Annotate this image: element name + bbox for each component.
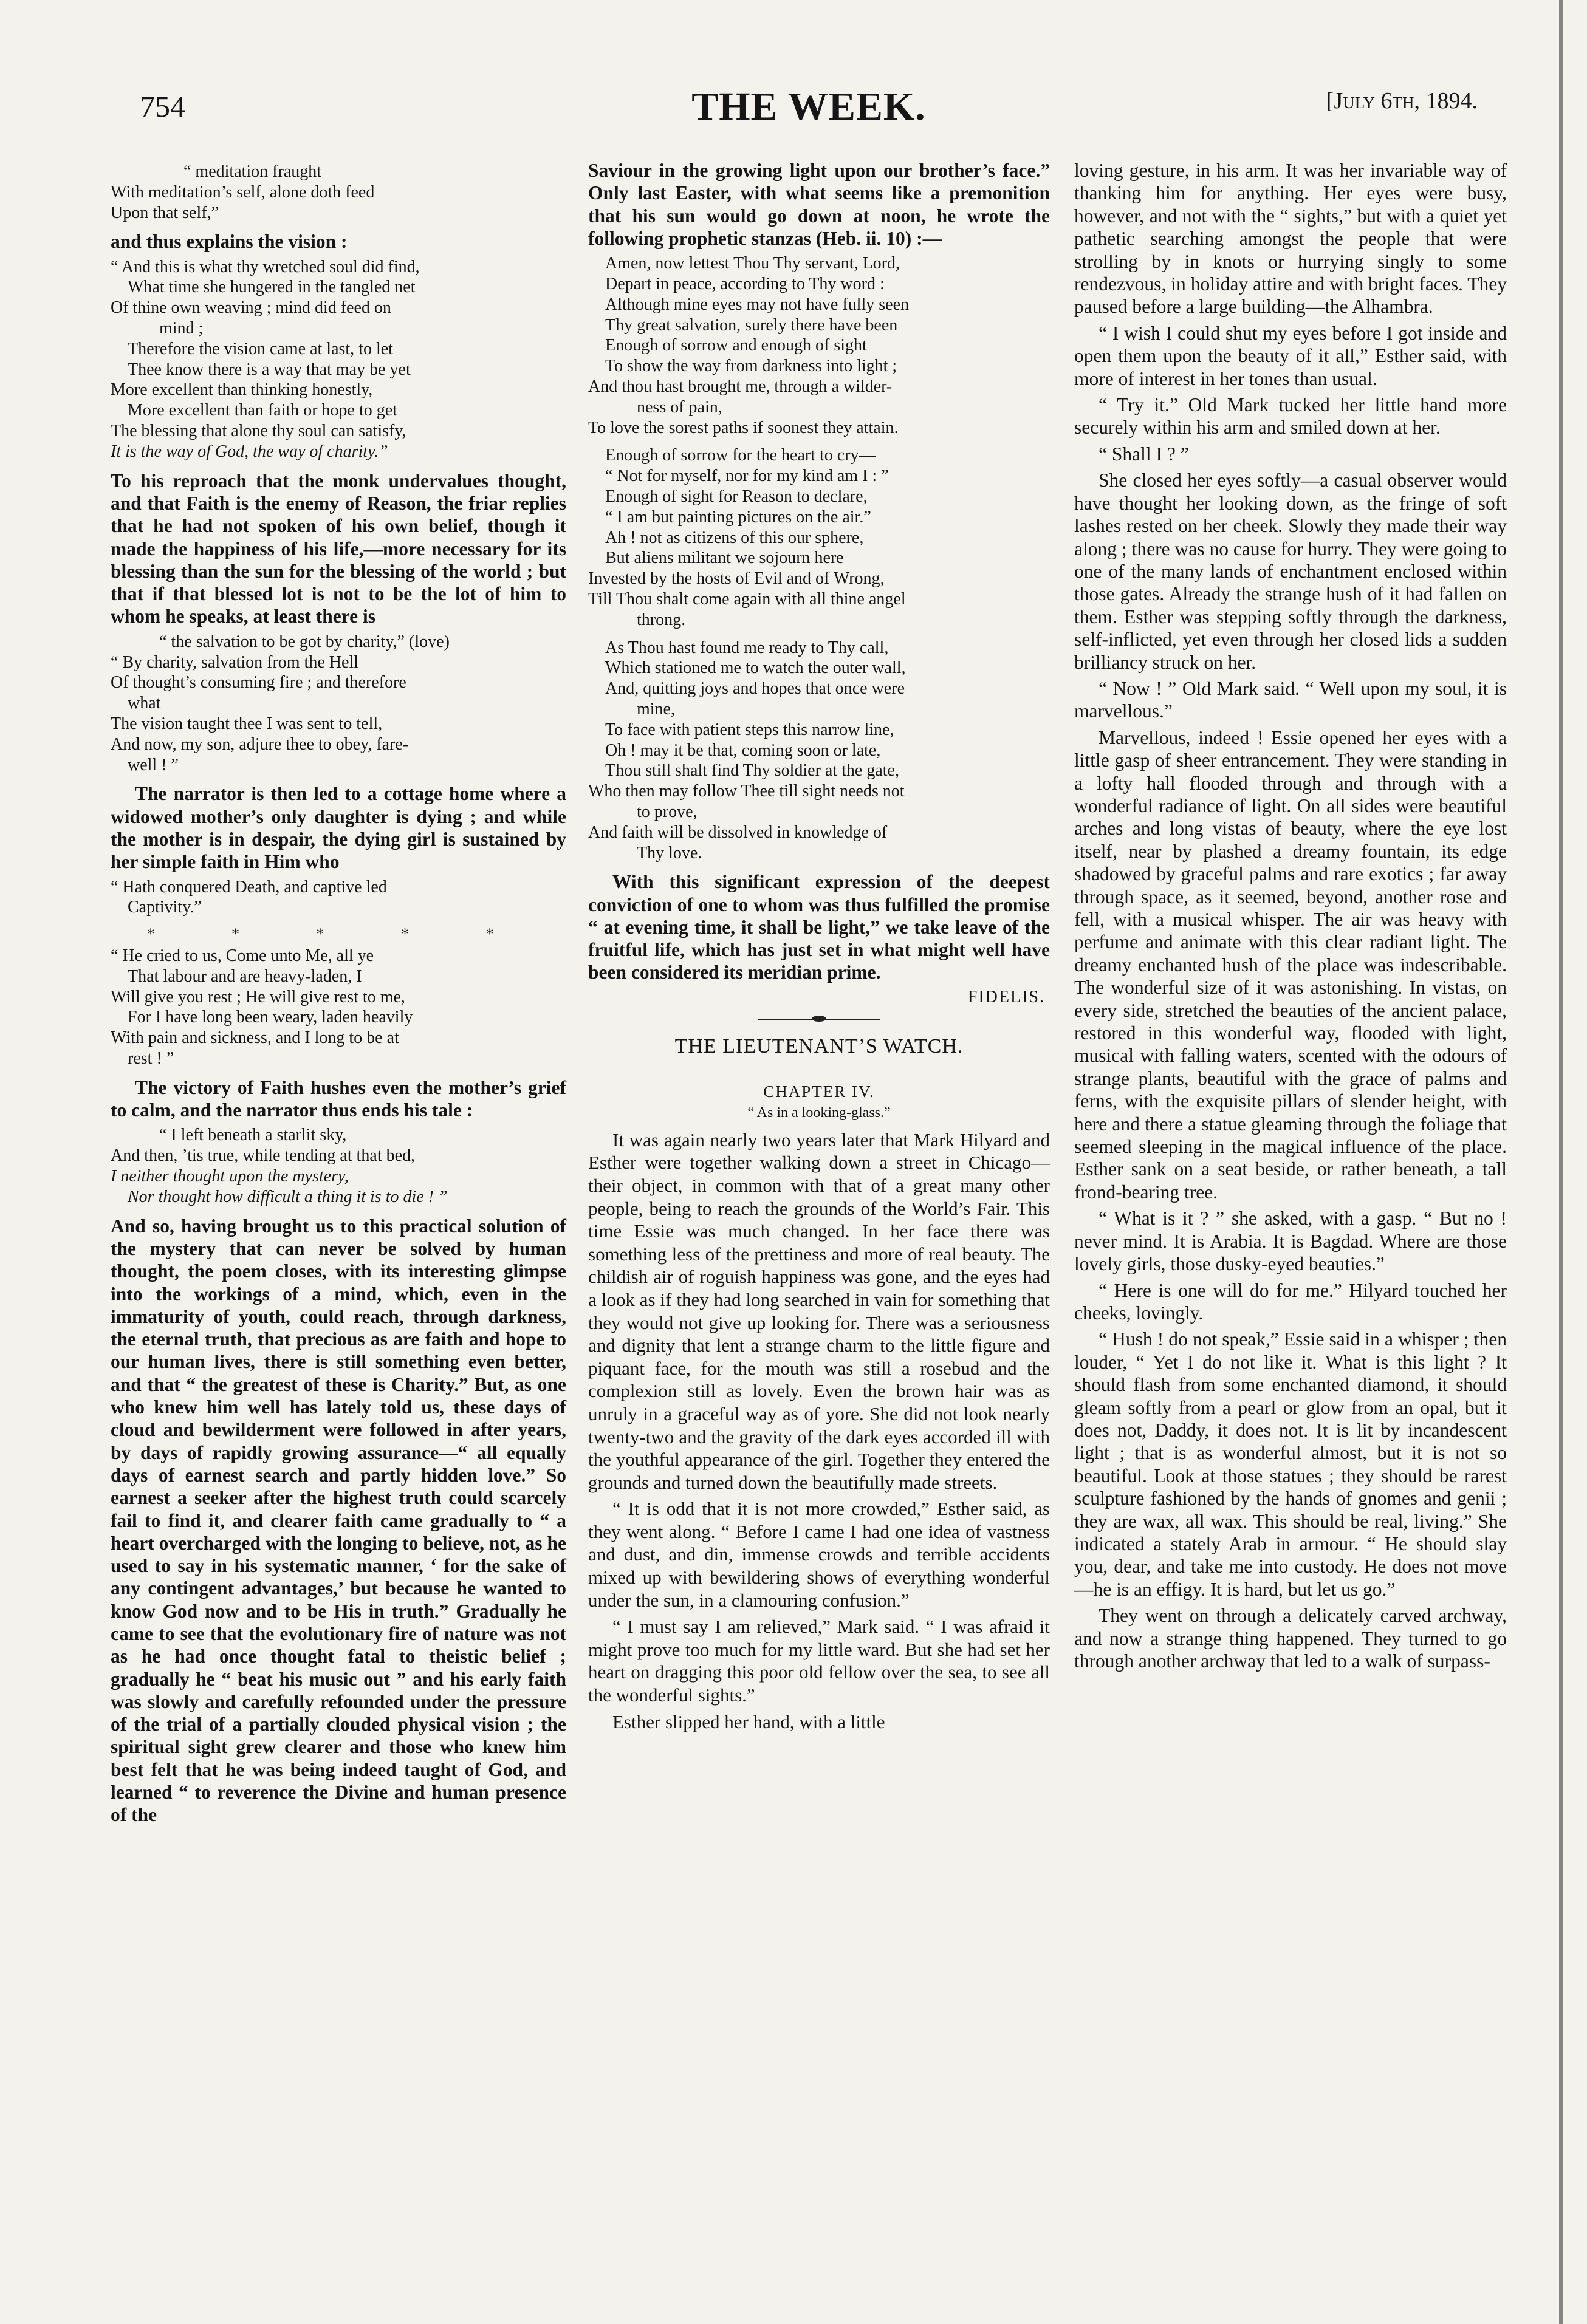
poem-line: mind ; bbox=[159, 319, 204, 338]
poem-line: Nor thought how difficult a thing it is to die ! ” bbox=[128, 1187, 448, 1206]
poem-line: ness of pain, bbox=[637, 397, 722, 417]
poem-stanza bbox=[111, 877, 566, 918]
poem-line: “ Not for myself, nor for my kind am I : ” bbox=[605, 467, 889, 486]
poem-stanza bbox=[111, 946, 566, 1069]
story-title: THE LIEUTENANT’S WATCH. bbox=[674, 1034, 964, 1058]
poem-line: what bbox=[128, 694, 161, 713]
poem-line: “ I left beneath a starlit sky, bbox=[159, 1126, 347, 1145]
poem-line: “ the salvation to be got by charity,” (love) bbox=[159, 632, 450, 651]
page-edge bbox=[1559, 0, 1563, 2324]
poem-line: Thou still shalt find Thy soldier at the gate, bbox=[605, 761, 899, 781]
poem-line: And now, my son, adjure thee to obey, fare- bbox=[111, 734, 409, 754]
poem-line: Enough of sight for Reason to declare, bbox=[605, 487, 868, 506]
page-number: 754 bbox=[140, 89, 185, 123]
poem-line: What time she hungered in the tangled net bbox=[128, 278, 416, 297]
poem-line: well ! ” bbox=[128, 755, 179, 774]
poem-line: “ And this is what thy wretched soul did find, bbox=[111, 257, 420, 276]
poem-line: Therefore the vision came at last, to let bbox=[128, 339, 393, 358]
poem-line: Till Thou shalt come again with all thine angel bbox=[588, 589, 906, 609]
poem-line: With meditation’s self, alone doth feed bbox=[111, 182, 375, 202]
poem-line: “ Hath conquered Death, and captive led bbox=[111, 877, 387, 897]
poem-line: The vision taught thee I was sent to tell, bbox=[111, 714, 383, 733]
masthead-title: THE WEEK. bbox=[691, 84, 926, 129]
page-header bbox=[140, 84, 1478, 138]
poem-line: “ I am but painting pictures on the air.” bbox=[605, 507, 871, 527]
poem-line: It is the way of God, the way of charity.” bbox=[111, 442, 388, 461]
poem-line: Upon that self,” bbox=[111, 203, 219, 222]
paragraph: And so, having brought us to this practical solution of the mystery that can never be solved by human thought, the poem closes, with its interesting glimpse into the workings of a mind, which, even in the immaturity of youth, could reach, through darkness, the eternal truth, that precious as are faith and hope to our human lives, there is still something even better, and that “ the greatest of these is Charity.” But, as one who knew him well has lately told us, these days of cloud and bewilderment were followed in after years, by days of rapidly growing assurance—“ all equally days of earnest search and partly hidden love.” So earnest a seeker after the highest truth could scarcely fail to find it, and clearer faith came gradually to “ a heart overcharged with the longing to believe, not, as he used to say in his systematic manner, ‘ for the sake of any contingent advantages,’ but because he wanted to know God now and to be His in truth.” Gradually he came to see that the evolutionary fire of nature was not as he had once thought fatal to theistic belief ; gradually he “ beat his music out ” and his early faith was slowly and carefully refounded under the pressure of the trial of a partially clouded physical vision ; the spiritual sight grew clearer and those who knew him best felt that he was being indeed taught of God, and learned “ to reverence the Divine and human presence of the bbox=[111, 1215, 566, 1826]
poem-line: Although mine eyes may not have fully seen bbox=[605, 295, 909, 314]
poem-line: Of thought’s consuming fire ; and therefore bbox=[111, 673, 406, 692]
poem-line: throng. bbox=[637, 610, 686, 629]
paragraph: The victory of Faith hushes even the mother’s grief to calm, and the narrator thus ends his tale : bbox=[111, 1076, 566, 1121]
paragraph: and thus explains the vision : bbox=[111, 231, 348, 253]
paragraph: To his reproach that the monk undervalues thought, and that Faith is the enemy of Reason, the friar replies that he had not spoken of his own belief, though it made the happiness of his life,—more necessary for its blessing than the sun for the blessing of the world ; but that if that blessed lot is not to be the lot of him to whom he speaks, at least there is bbox=[111, 470, 566, 627]
paragraph: “ Now ! ” Old Mark said. “ Well upon my soul, it is marvellous.” bbox=[1074, 677, 1507, 722]
poem-line: The blessing that alone thy soul can satisfy, bbox=[111, 422, 406, 441]
paragraph: It was again nearly two years later that Mark Hilyard and Esther were together walking down a street in Chicago—their object, in common with that of a great many other people, being to reach the grounds of the World’s Fair. This time Essie was much changed. In her face there was something less of the prettiness and more of real beauty. The childish air of roguish happiness was gone, and the eyes had a look as if they had long searched in vain for something that they would not give up looking for. There was a seriousness and dignity that lent a strange charm to the little figure and piquant face, for the mouth was still a rosebud and the complexion still as lovely. Even the brown hair was as unruly in a graceful way as of yore. She did not look nearly twenty-two and the gravity of the dark eyes accorded ill with the youthful appearance of the girl. Together they entered the grounds and turned down the beautifully made streets. bbox=[588, 1129, 1050, 1493]
poem-line: More excellent than thinking honestly, bbox=[111, 380, 373, 400]
poem-line: Captivity.” bbox=[128, 898, 202, 917]
poem-stanza bbox=[588, 253, 1050, 438]
poem-line: And thou hast brought me, through a wilder- bbox=[588, 377, 893, 396]
poem-stanza bbox=[111, 1125, 566, 1207]
poem-line: “ By charity, salvation from the Hell bbox=[111, 652, 358, 672]
poem-line: Will give you rest ; He will give rest to me, bbox=[111, 987, 405, 1006]
column-3 bbox=[1074, 159, 1507, 1676]
section-divider bbox=[758, 1018, 880, 1020]
poem-line: “ meditation fraught bbox=[183, 162, 322, 181]
poem-line: More excellent than faith or hope to get bbox=[128, 401, 397, 420]
poem-line: With pain and sickness, and I long to be at bbox=[111, 1028, 399, 1048]
paragraph: “ I wish I could shut my eyes before I got inside and open them upon the beauty of it all,” Esther said, with more of interest in her tones than usual. bbox=[1074, 322, 1507, 389]
poem-line: I neither thought upon the mystery, bbox=[111, 1167, 349, 1186]
column-2 bbox=[588, 159, 1050, 1737]
paragraph: “ I must say I am relieved,” Mark said. “ I was afraid it might prove too much for my little ward. But she had set her heart on dragging this poor old fellow over the sea, to see all the wonderful sights.” bbox=[588, 1616, 1050, 1706]
poem-stanza bbox=[111, 257, 566, 462]
poem-line: Which stationed me to watch the outer wall, bbox=[605, 658, 906, 678]
poem-line: Thee know there is a way that may be yet bbox=[128, 360, 411, 379]
paragraph: “ It is odd that it is not more crowded,” Esther said, as they went along. “ Before I came I had one idea of vastness and dust, and din, immense crowds and terrible accidents mixed up with bewildering shows of everything wonderful under the sun, in a clamouring confusion.” bbox=[588, 1498, 1050, 1611]
poem-line: To show the way from darkness into light ; bbox=[605, 357, 897, 376]
poem-line: rest ! ” bbox=[128, 1049, 174, 1068]
poem-line: Thy great salvation, surely there have been bbox=[605, 315, 898, 335]
paragraph: With this significant expression of the deepest conviction of one to whom was thus fulfilled the promise “ at evening time, it shall be light,” we take leave of the fruitful life, which has just set in what might well have been considered its meridian prime. bbox=[588, 871, 1050, 983]
poem-line: “ He cried to us, Come unto Me, all ye bbox=[111, 946, 374, 966]
column-1 bbox=[111, 159, 566, 1830]
poem-line: And then, ’tis true, while tending at that bed, bbox=[111, 1146, 416, 1166]
paragraph: “ Hush ! do not speak,” Essie said in a whisper ; then louder, “ Yet I do not like it. What is this light ? It should flash from some enchanted diamond, it should gleam softly from a pearl or glow from an opal, but it does not, Daddy, it does not. It is lit by incandescent light ; that is as wonderful almost, but it is not so beautiful. Look at those statues ; they should be rarest sculpture fashioned by the hands of gnomes and genii ; they are wax, all wax. This should be real, living.” She indicated a stately Arab in armour. “ He should slay you, dear, and take me into custody. He does not move—he is an effigy. It is hard, but let us go.” bbox=[1074, 1328, 1507, 1600]
section-stars: * * * * * bbox=[146, 925, 530, 943]
poem-stanza bbox=[111, 162, 566, 223]
paragraph: “ Here is one will do for me.” Hilyard touched her cheeks, lovingly. bbox=[1074, 1279, 1507, 1324]
poem-line: Thy love. bbox=[637, 843, 702, 863]
poem-stanza bbox=[588, 638, 1050, 864]
poem-line: Of thine own weaving ; mind did feed on bbox=[111, 298, 391, 318]
poem-line: Amen, now lettest Thou Thy servant, Lord, bbox=[605, 254, 900, 273]
poem-line: To face with patient steps this narrow line, bbox=[605, 720, 894, 739]
paragraph: “ Shall I ? ” bbox=[1099, 443, 1189, 465]
poem-line: to prove, bbox=[637, 802, 698, 821]
poem-line: Enough of sorrow for the heart to cry— bbox=[605, 446, 876, 465]
poem-line: As Thou hast found me ready to Thy call, bbox=[605, 638, 889, 657]
poem-line: To love the sorest paths if soonest they attain. bbox=[588, 418, 899, 437]
author-signature: FIDELIS. bbox=[967, 987, 1045, 1006]
poem-line: That labour and are heavy-laden, I bbox=[128, 966, 362, 986]
poem-line: mine, bbox=[637, 699, 675, 719]
poem-stanza bbox=[588, 445, 1050, 630]
poem-line: Who then may follow Thee till sight needs not bbox=[588, 782, 905, 801]
poem-line: And, quitting joys and hopes that once were bbox=[605, 679, 905, 699]
paragraph: “ What is it ? ” she asked, with a gasp. “ But no ! never mind. It is Arabia. It is Bagdad. Where are those lovely girls, those dusky-eyed beauties.” bbox=[1074, 1208, 1507, 1275]
poem-line: Oh ! may it be that, coming soon or late, bbox=[605, 740, 881, 760]
poem-line: For I have long been weary, laden heavily bbox=[128, 1008, 413, 1027]
chapter-epigraph: “ As in a looking-glass.” bbox=[747, 1104, 891, 1121]
poem-line: Ah ! not as citizens of this our sphere, bbox=[605, 528, 864, 547]
paragraph: Esther slipped her hand, with a little bbox=[612, 1711, 885, 1732]
poem-line: But aliens militant we sojourn here bbox=[605, 549, 844, 568]
paragraph: Marvellous, indeed ! Essie opened her eyes with a little gasp of sheer entrancement. They were standing in a lofty hall flooded through and through with a wonderful radiance of light. On all sides were beautiful arches and long vistas of beauty, where the eye lost itself, near by plashed a dreamy fountain, its edge shadowed by graceful palms and rare exotics ; far away through space, as it seemed, beyond, another rose and fell, with a musical whisper. The air was heavy with perfume and animate with this clear radiant light. The dreamy enchanted hush of the place was indescribable. The wonderful size of it was astonishing. In vistas, on every side, stretched the beauties of the ancient palace, restored in this wonderful way, flooded with light, musical with falling waters, scented with the odours of strange plants, beautiful with the grace of palms and ferns, with the exquisite pillars of slender height, with here and there a statue gleaming through the foliage that seemed sleeping in the magical influence of the place. Esther sank on a seat beside, or rather beneath, a tall frond-bearing tree. bbox=[1074, 726, 1507, 1203]
paragraph: She closed her eyes softly—a casual observer would have thought her looking down, as the fringe of soft lashes rested on her cheek. Slowly they made their way along ; there was no cause for hurry. They were going to one of the many lands of enchantment enclosed within those gates. Already the strange hush of it had fallen on them. Esther was stepping softly through the darkness, self-inflicted, yet even through her closed lids a sudden brilliancy struck on her. bbox=[1074, 470, 1507, 673]
paragraph: loving gesture, in his arm. It was her invariable way of thanking him for anything. Her eyes were busy, however, and not with the “ sights,” but with a quiet yet pathetic searching amongst the people that were strolling by in knots or hurrying singly to some rendezvous, in holiday attire and with bright faces. They paused before a large building—the Alhambra. bbox=[1074, 160, 1507, 318]
paragraph: They went on through a delicately carved archway, and now a strange thing happened. They turned to go through another archway that led to a walk of surpass- bbox=[1074, 1605, 1507, 1672]
chapter-heading: CHAPTER IV. bbox=[763, 1082, 875, 1101]
poem-line: Enough of sorrow and enough of sight bbox=[605, 336, 867, 355]
poem-stanza bbox=[111, 632, 566, 776]
paragraph: The narrator is then led to a cottage home where a widowed mother’s only daughter is dying ; and while the mother is in despair, the dying girl is sustained by her simple faith in Him who bbox=[111, 783, 566, 873]
poem-line: And faith will be dissolved in knowledge of bbox=[588, 822, 888, 842]
issue-date: [July 6th, 1894. bbox=[1326, 88, 1478, 114]
paragraph: “ Try it.” Old Mark tucked her little hand more securely within his arm and smiled down at her. bbox=[1074, 394, 1507, 439]
poem-line: Depart in peace, according to Thy word : bbox=[605, 274, 885, 293]
poem-line: Invested by the hosts of Evil and of Wrong, bbox=[588, 569, 885, 589]
paragraph: Saviour in the growing light upon our brother’s face.” Only last Easter, with what seems like a premonition that his sun would go down at noon, he wrote the following prophetic stanzas (Heb. ii. 10) :— bbox=[588, 160, 1050, 249]
